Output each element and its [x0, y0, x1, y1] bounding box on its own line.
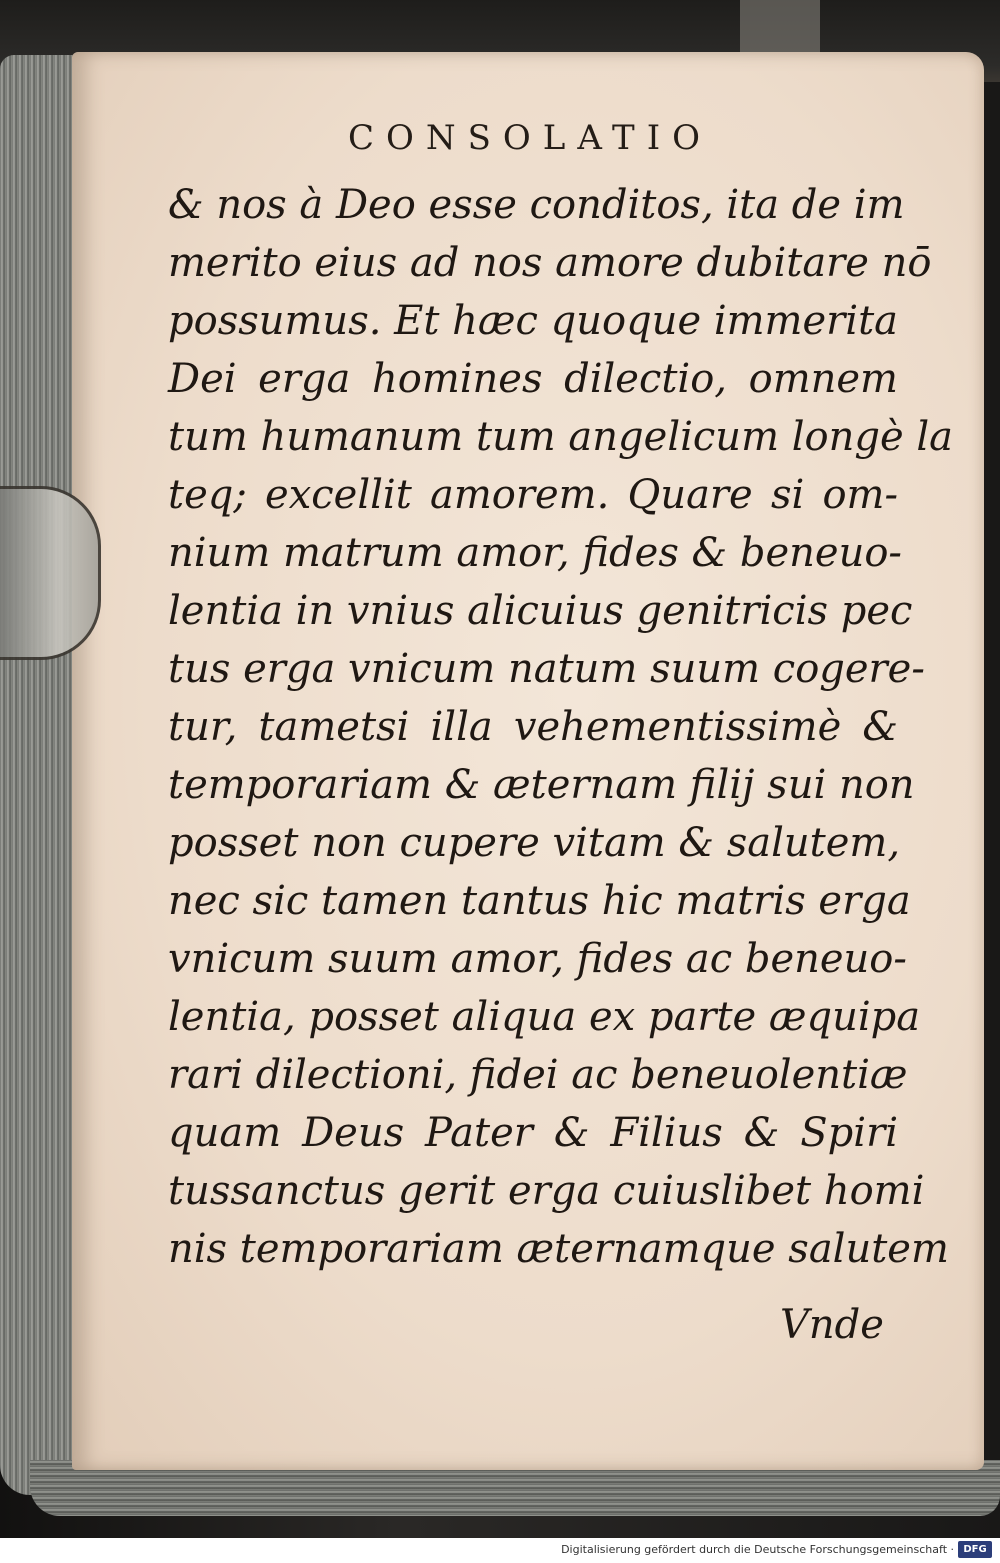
- text-line: teq; excellit amorem. Quare si om-: [168, 472, 898, 518]
- body-text: [168, 176, 953, 1278]
- text-line: rari dilectioni, fidei ac beneuolentiæ: [168, 1052, 908, 1098]
- text-line: tus erga vnicum natum suum cogere-: [168, 646, 925, 692]
- text-line: nis temporariam æternamque salutem: [168, 1226, 949, 1272]
- text-line: merito eius ad nos amore dubitare nō: [168, 240, 932, 286]
- page-fore-edges: [0, 55, 80, 1495]
- text-line: nec sic tamen tantus hic matris erga: [168, 878, 911, 924]
- text-line: vnicum suum amor, fides ac beneuo-: [168, 936, 907, 982]
- text-line: possumus. Et hæc quoque immerita: [168, 298, 898, 344]
- text-line: & nos à Deo esse conditos, ita de im: [168, 182, 905, 228]
- running-head: CONSOLATIO: [347, 118, 713, 158]
- text-line: Dei erga homines dilectio, omnem: [168, 356, 898, 402]
- page-clip: [0, 486, 101, 660]
- text-line: tussanctus gerit erga cuiuslibet homi: [168, 1168, 925, 1214]
- text-line: tur, tametsi illa vehementissimè &: [168, 704, 898, 750]
- text-line: nium matrum amor, fides & beneuo-: [168, 530, 902, 576]
- text-line: posset non cupere vitam & salutem,: [168, 820, 901, 866]
- text-line: temporariam & æternam filij sui non: [168, 762, 915, 808]
- dfg-logo: DFG: [958, 1541, 992, 1558]
- catchword: Vnde: [780, 1302, 884, 1348]
- text-line: quam Deus Pater & Filius & Spiri: [168, 1110, 898, 1156]
- text-line: lentia, posset aliqua ex parte æquipa: [168, 994, 921, 1040]
- digitization-credit: Digitalisierung gefördert durch die Deutsche Forschungsgemeinschaft ·: [561, 1543, 954, 1556]
- text-line: lentia in vnius alicuius genitricis pec: [168, 588, 913, 634]
- text-line: tum humanum tum angelicum longè la: [168, 414, 953, 460]
